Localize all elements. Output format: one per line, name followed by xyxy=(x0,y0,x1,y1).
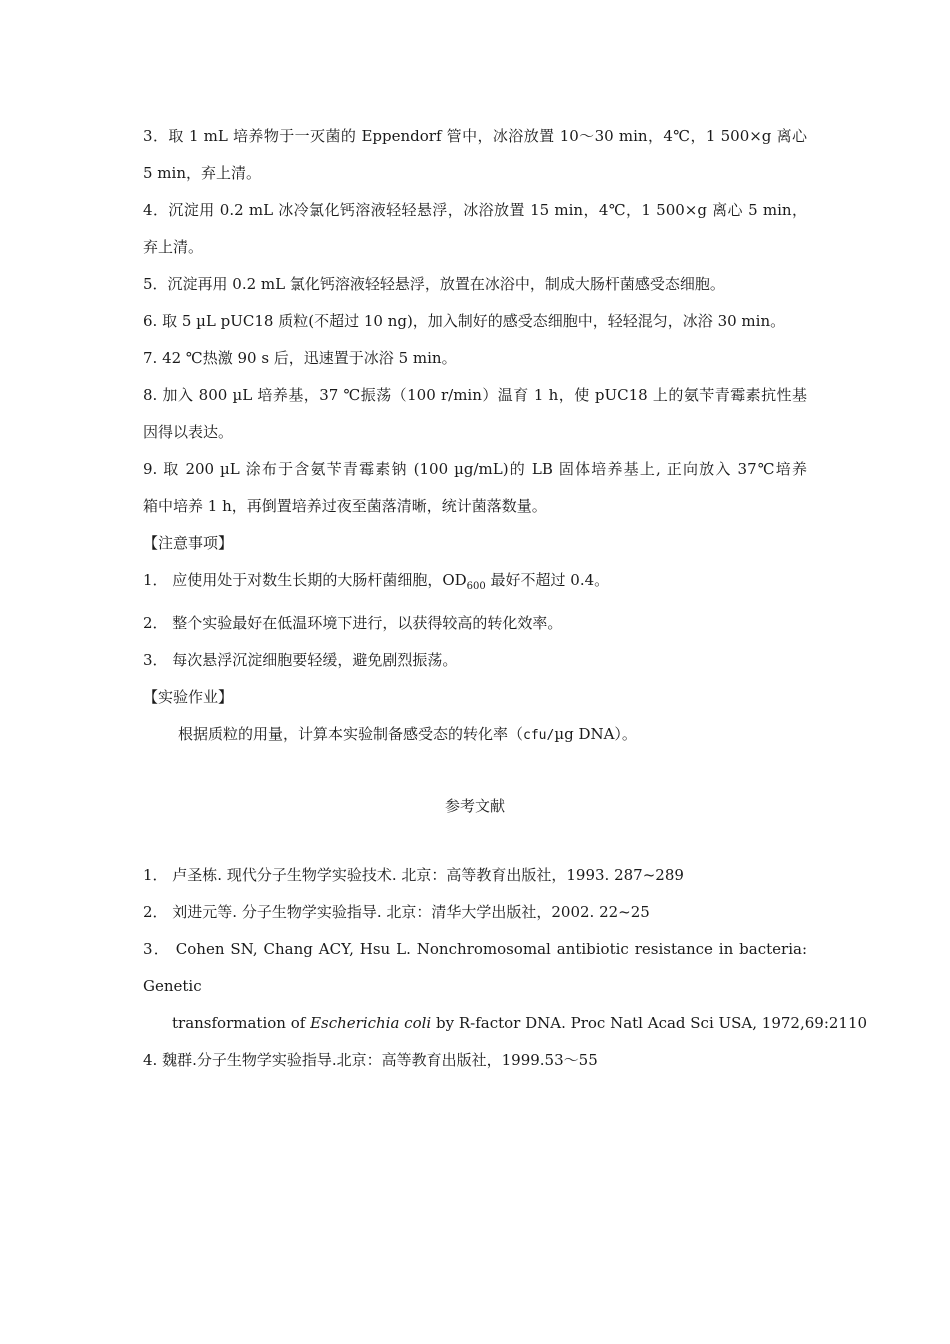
step-4-line-2: 弃上清。 xyxy=(143,238,204,256)
reference-3-line-1: 3． Cohen SN, Chang ACY, Hsu L. Nonchromosomal antibiotic resistance in bacteria: Genetic xyxy=(143,940,807,995)
step-9-line-2: 箱中培养 1 h，再倒置培养过夜至菌落清晰，统计菌落数量。 xyxy=(143,497,547,515)
step-5-line-1: 5．沉淀再用 0.2 mL 氯化钙溶液轻轻悬浮，放置在冰浴中，制成大肠杆菌感受态细胞。 xyxy=(143,275,725,293)
step-7-line-1: 7. 42 ℃热激 90 s 后，迅速置于冰浴 5 min。 xyxy=(143,349,457,367)
step-4-line-1: 4．沉淀用 0.2 mL 冰冷氯化钙溶液轻轻悬浮，冰浴放置 15 min，4℃，1 500×g 离心 5 min， xyxy=(143,201,807,219)
notes-item-1-tail: 最好不超过 0.4。 xyxy=(485,571,610,589)
references-title: 参考文献 xyxy=(444,797,505,815)
od-subscript: 600 xyxy=(466,581,486,592)
homework-heading: 【实验作业】 xyxy=(143,688,234,706)
step-8-line-1: 8. 加入 800 µL 培养基，37 ℃振荡（100 r/min）温育 1 h，使 pUC18 上的氨苄青霉素抗性基 xyxy=(143,386,807,404)
reference-4: 4. 魏群.分子生物学实验指导.北京：高等教育出版社，1999.53～55 xyxy=(143,1051,598,1069)
homework-text xyxy=(143,716,807,754)
step-3-line-1: 3．取 1 mL 培养物于一灭菌的 Eppendorf 管中，冰浴放置 10～30 min，4℃，1 500×g 离心 xyxy=(143,127,807,145)
homework-text-main: 根据质粒的用量，计算本实验制备感受态的转化率（ xyxy=(178,725,524,743)
step-8-line-2: 因得以表达。 xyxy=(143,423,234,441)
step-6-line-1: 6. 取 5 µL pUC18 质粒(不超过 10 ng)，加入制好的感受态细胞中，轻轻混匀，冰浴 30 min。 xyxy=(143,312,786,330)
step-9-line-1: 9. 取 200 µL 涂布于含氨苄青霉素钠 (100 µg/mL)的 LB 固体培养基上, 正向放入 37℃培养 xyxy=(143,460,807,478)
notes-item-1 xyxy=(143,562,807,605)
reference-3-tail: by R-factor DNA. Proc Natl Acad Sci USA, 1972,69:2110 xyxy=(431,1014,868,1032)
reference-2: 2． 刘进元等. 分子生物学实验指导. 北京：清华大学出版社，2002. 22~25 xyxy=(143,903,650,921)
reference-1: 1． 卢圣栋. 现代分子生物学实验技术. 北京：高等教育出版社，1993. 287~289 xyxy=(143,866,684,884)
reference-3-species: Escherichia coli xyxy=(310,1014,432,1032)
homework-unit-mono: cfu/ xyxy=(523,728,555,743)
notes-item-1-text: 1． 应使用处于对数生长期的大肠杆菌细胞，OD xyxy=(143,571,467,589)
homework-unit-tail: µg DNA）。 xyxy=(554,725,637,743)
document-page xyxy=(143,118,868,1079)
notes-item-3: 3． 每次悬浮沉淀细胞要轻缓，避免剧烈振荡。 xyxy=(143,651,458,669)
step-3-line-2: 5 min，弃上清。 xyxy=(143,164,261,182)
notes-item-2: 2． 整个实验最好在低温环境下进行，以获得较高的转化效率。 xyxy=(143,614,563,632)
reference-3-text: transformation of xyxy=(172,1014,311,1032)
notes-heading: 【注意事项】 xyxy=(143,534,234,552)
reference-3-line-2 xyxy=(143,1005,868,1042)
